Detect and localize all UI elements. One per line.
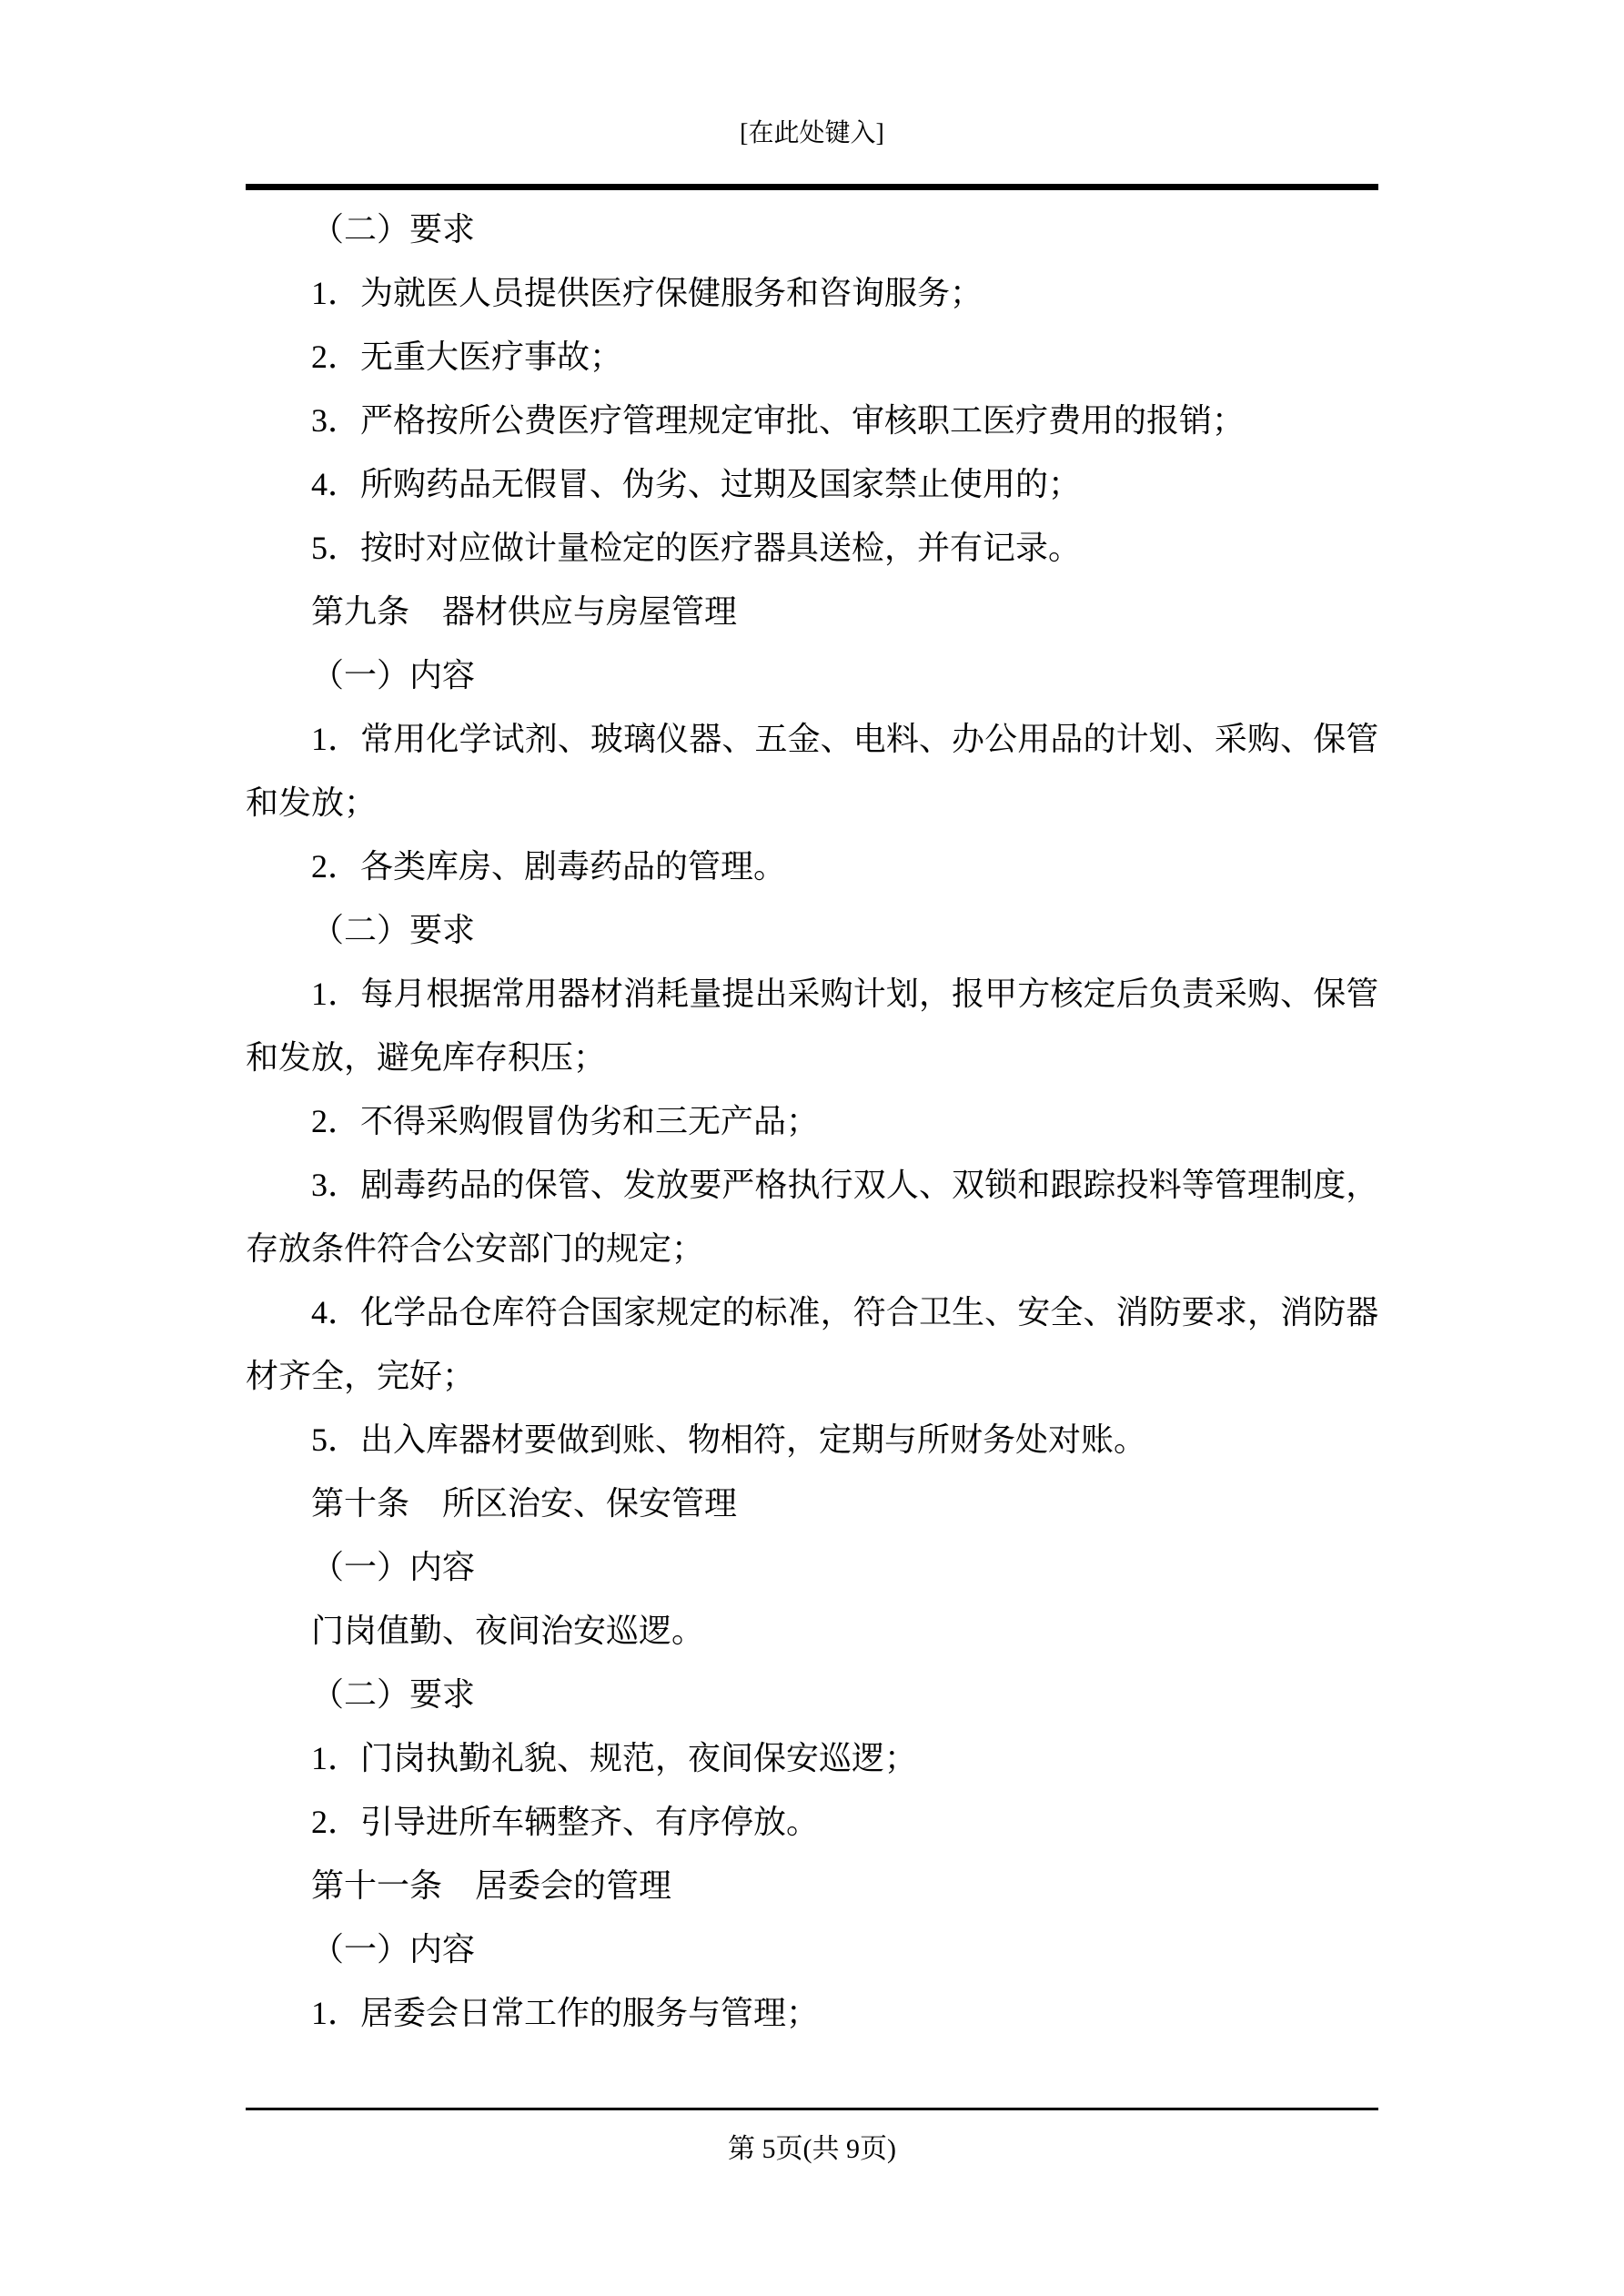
text-line: 1．门岗执勤礼貌、规范，夜间保安巡逻； bbox=[311, 1740, 918, 1776]
text-line: 第九条 器材供应与房屋管理 bbox=[311, 593, 738, 630]
text-line: 第十条 所区治安、保安管理 bbox=[311, 1485, 738, 1522]
page-footer bbox=[0, 2131, 1624, 2168]
text-line: 门岗值勤、夜间治安巡逻。 bbox=[311, 1613, 705, 1649]
header-rule bbox=[246, 184, 1378, 190]
text-line: 1．常用化学试剂、玻璃仪器、五金、电料、办公用品的计划、采购、保管 bbox=[311, 721, 1378, 757]
text-line: 存放条件符合公安部门的规定； bbox=[246, 1230, 705, 1267]
text-line: 3．严格按所公费医疗管理规定审批、审核职工医疗费用的报销； bbox=[311, 402, 1246, 439]
text-line: 1．为就医人员提供医疗保健服务和咨询服务； bbox=[311, 275, 983, 311]
text-line: （一）内容 bbox=[311, 1549, 476, 1585]
page-number-label: 第 5页(共 9页) bbox=[728, 2134, 896, 2164]
text-line: 和发放，避免库存积压； bbox=[246, 1039, 607, 1076]
text-line: 2．不得采购假冒伪劣和三无产品； bbox=[311, 1103, 820, 1139]
document-body bbox=[246, 197, 1378, 2045]
text-line: 第十一条 居委会的管理 bbox=[311, 1867, 672, 1904]
text-line: （二）要求 bbox=[311, 912, 476, 948]
page-header bbox=[0, 116, 1624, 152]
text-line: 1．居委会日常工作的服务与管理； bbox=[311, 1995, 820, 2031]
text-line: 2．引导进所车辆整齐、有序停放。 bbox=[311, 1804, 820, 1840]
text-line: 材齐全，完好； bbox=[246, 1358, 476, 1394]
text-line: （二）要求 bbox=[311, 211, 476, 248]
text-line: 2．无重大医疗事故； bbox=[311, 339, 623, 375]
text-line: 1．每月根据常用器材消耗量提出采购计划，报甲方核定后负责采购、保管 bbox=[311, 976, 1378, 1012]
text-line: 3．剧毒药品的保管、发放要严格执行双人、双锁和跟踪投料等管理制度， bbox=[311, 1167, 1378, 1203]
text-line: （二）要求 bbox=[311, 1676, 476, 1713]
text-line: 4．化学品仓库符合国家规定的标准，符合卫生、安全、消防要求，消防器 bbox=[311, 1294, 1378, 1330]
text-line: 2．各类库房、剧毒药品的管理。 bbox=[311, 848, 787, 885]
footer-rule bbox=[246, 2108, 1378, 2110]
text-line: 5．出入库器材要做到账、物相符，定期与所财务处对账。 bbox=[311, 1421, 1147, 1458]
text-line: 和发放； bbox=[246, 784, 378, 821]
text-line: 4．所购药品无假冒、伪劣、过期及国家禁止使用的； bbox=[311, 466, 1082, 502]
text-line: 5．按时对应做计量检定的医疗器具送检，并有记录。 bbox=[311, 530, 1082, 566]
text-line: （一）内容 bbox=[311, 657, 476, 693]
header-placeholder: [在此处键入] bbox=[740, 119, 884, 147]
text-line: （一）内容 bbox=[311, 1931, 476, 1967]
